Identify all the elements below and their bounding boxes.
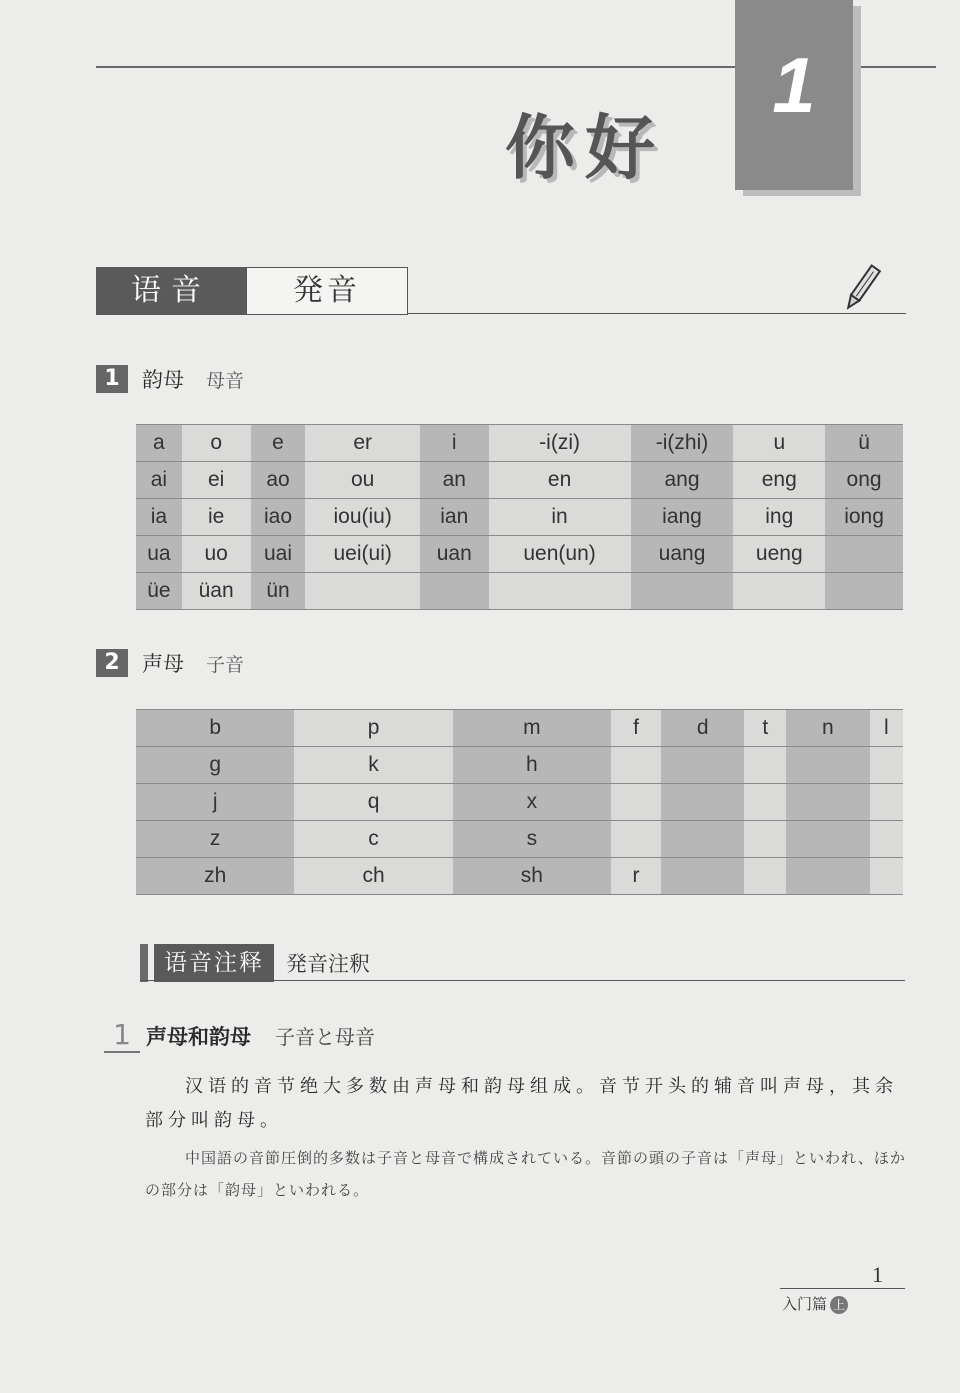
initials-title-cn: 声母 bbox=[142, 652, 184, 676]
initials-row bbox=[136, 710, 903, 747]
finals-cell: ei bbox=[182, 462, 251, 499]
initials-row bbox=[136, 858, 903, 895]
finals-cell: ueng bbox=[733, 536, 825, 573]
initials-cell bbox=[661, 784, 744, 821]
finals-number-badge: 1 bbox=[96, 365, 128, 393]
finals-cell: an bbox=[420, 462, 489, 499]
initials-cell: zh bbox=[136, 858, 294, 895]
finals-cell: uen(un) bbox=[489, 536, 631, 573]
initials-cell: f bbox=[611, 710, 661, 747]
initials-row bbox=[136, 784, 903, 821]
finals-cell: iang bbox=[631, 499, 734, 536]
finals-cell: uo bbox=[182, 536, 251, 573]
point-heading bbox=[104, 1018, 375, 1053]
finals-cell: ao bbox=[251, 462, 306, 499]
footer-book-part bbox=[782, 1293, 848, 1314]
initials-title-jp: 子音 bbox=[206, 653, 245, 676]
initials-number-badge: 2 bbox=[96, 649, 128, 677]
initials-cell: z bbox=[136, 821, 294, 858]
finals-title-jp: 母音 bbox=[206, 369, 245, 392]
finals-cell: in bbox=[489, 499, 631, 536]
finals-cell: iao bbox=[251, 499, 306, 536]
initials-cell: x bbox=[453, 784, 611, 821]
notes-rule bbox=[140, 980, 905, 981]
initials-cell bbox=[611, 784, 661, 821]
volume-badge: 上 bbox=[830, 1296, 848, 1314]
finals-cell: a bbox=[136, 425, 182, 462]
finals-cell: ua bbox=[136, 536, 182, 573]
initials-table bbox=[136, 709, 903, 895]
finals-cell: uai bbox=[251, 536, 306, 573]
finals-cell: uei(ui) bbox=[305, 536, 419, 573]
notes-accent-bar bbox=[140, 944, 148, 982]
initials-cell: p bbox=[294, 710, 452, 747]
chapter-number-box bbox=[735, 0, 853, 190]
finals-cell: o bbox=[182, 425, 251, 462]
initials-cell bbox=[870, 858, 903, 895]
finals-cell: iong bbox=[825, 499, 903, 536]
page-number: 1 bbox=[872, 1262, 883, 1287]
finals-cell: ang bbox=[631, 462, 734, 499]
finals-cell: u bbox=[733, 425, 825, 462]
finals-cell: e bbox=[251, 425, 306, 462]
finals-cell: eng bbox=[733, 462, 825, 499]
book-part-label: 入门篇 bbox=[782, 1295, 828, 1313]
explanation-jp: 中国語の音節圧倒的多数は子音と母音で構成されている。音節の頭の子音は「声母」といわれ、ほかの部分は「韵母」といわれる。 bbox=[145, 1149, 906, 1199]
initials-cell bbox=[611, 821, 661, 858]
initials-cell bbox=[786, 821, 869, 858]
finals-cell: -i(zhi) bbox=[631, 425, 734, 462]
initials-cell bbox=[744, 747, 786, 784]
finals-row bbox=[136, 536, 903, 573]
initials-cell bbox=[870, 747, 903, 784]
finals-cell bbox=[631, 573, 734, 610]
initials-row bbox=[136, 747, 903, 784]
initials-cell: b bbox=[136, 710, 294, 747]
finals-cell: -i(zi) bbox=[489, 425, 631, 462]
finals-cell bbox=[825, 573, 903, 610]
finals-cell: üe bbox=[136, 573, 182, 610]
finals-title-cn: 韵母 bbox=[142, 368, 184, 392]
finals-cell bbox=[489, 573, 631, 610]
explanation-cn: 汉语的音节绝大多数由声母和韵母组成。音节开头的辅音叫声母，其余部分叫韵母。 bbox=[145, 1076, 898, 1131]
section-rule bbox=[408, 313, 906, 314]
point-title-jp: 子音と母音 bbox=[275, 1025, 375, 1049]
finals-row bbox=[136, 499, 903, 536]
finals-cell: ai bbox=[136, 462, 182, 499]
finals-cell: iou(iu) bbox=[305, 499, 419, 536]
finals-cell: ian bbox=[420, 499, 489, 536]
initials-cell bbox=[661, 821, 744, 858]
notes-title-jp: 発音注釈 bbox=[286, 952, 370, 976]
finals-row bbox=[136, 425, 903, 462]
finals-table bbox=[136, 424, 903, 610]
finals-cell: er bbox=[305, 425, 419, 462]
initials-cell bbox=[611, 747, 661, 784]
finals-cell: ong bbox=[825, 462, 903, 499]
finals-cell: ou bbox=[305, 462, 419, 499]
initials-cell bbox=[786, 858, 869, 895]
initials-cell: ch bbox=[294, 858, 452, 895]
finals-heading bbox=[96, 364, 244, 394]
initials-cell: n bbox=[786, 710, 869, 747]
initials-cell: d bbox=[661, 710, 744, 747]
initials-cell bbox=[870, 821, 903, 858]
section-title-jp: 発音 bbox=[246, 267, 408, 315]
point-title-cn: 声母和韵母 bbox=[146, 1025, 251, 1049]
finals-cell: ün bbox=[251, 573, 306, 610]
finals-cell: üan bbox=[182, 573, 251, 610]
initials-cell bbox=[744, 821, 786, 858]
finals-cell: ü bbox=[825, 425, 903, 462]
finals-cell: en bbox=[489, 462, 631, 499]
finals-cell bbox=[305, 573, 419, 610]
finals-cell: uan bbox=[420, 536, 489, 573]
initials-cell: t bbox=[744, 710, 786, 747]
initials-cell bbox=[744, 858, 786, 895]
initials-cell: r bbox=[611, 858, 661, 895]
initials-cell: c bbox=[294, 821, 452, 858]
finals-cell: i bbox=[420, 425, 489, 462]
finals-cell: ie bbox=[182, 499, 251, 536]
initials-cell bbox=[661, 747, 744, 784]
finals-cell bbox=[420, 573, 489, 610]
footer-rule bbox=[780, 1288, 905, 1289]
chapter-number: 1 bbox=[772, 41, 816, 129]
initials-cell: g bbox=[136, 747, 294, 784]
finals-row bbox=[136, 573, 903, 610]
initials-cell: m bbox=[453, 710, 611, 747]
finals-cell: uang bbox=[631, 536, 734, 573]
initials-cell: q bbox=[294, 784, 452, 821]
point-number: 1 bbox=[104, 1018, 140, 1053]
initials-cell: s bbox=[453, 821, 611, 858]
initials-cell: l bbox=[870, 710, 903, 747]
lesson-title: 你好 bbox=[505, 107, 665, 189]
initials-cell: j bbox=[136, 784, 294, 821]
initials-cell bbox=[661, 858, 744, 895]
finals-cell: ing bbox=[733, 499, 825, 536]
initials-row bbox=[136, 821, 903, 858]
notes-header bbox=[140, 944, 370, 982]
finals-row bbox=[136, 462, 903, 499]
finals-cell bbox=[825, 536, 903, 573]
finals-cell: ia bbox=[136, 499, 182, 536]
initials-heading bbox=[96, 648, 244, 678]
initials-cell: h bbox=[453, 747, 611, 784]
initials-cell bbox=[870, 784, 903, 821]
initials-cell bbox=[786, 784, 869, 821]
initials-cell bbox=[786, 747, 869, 784]
initials-cell bbox=[744, 784, 786, 821]
section-title-cn: 语音 bbox=[96, 267, 246, 315]
pencil-icon bbox=[842, 262, 882, 318]
finals-cell bbox=[733, 573, 825, 610]
initials-cell: sh bbox=[453, 858, 611, 895]
initials-cell: k bbox=[294, 747, 452, 784]
notes-title-cn: 语音注释 bbox=[154, 944, 274, 982]
